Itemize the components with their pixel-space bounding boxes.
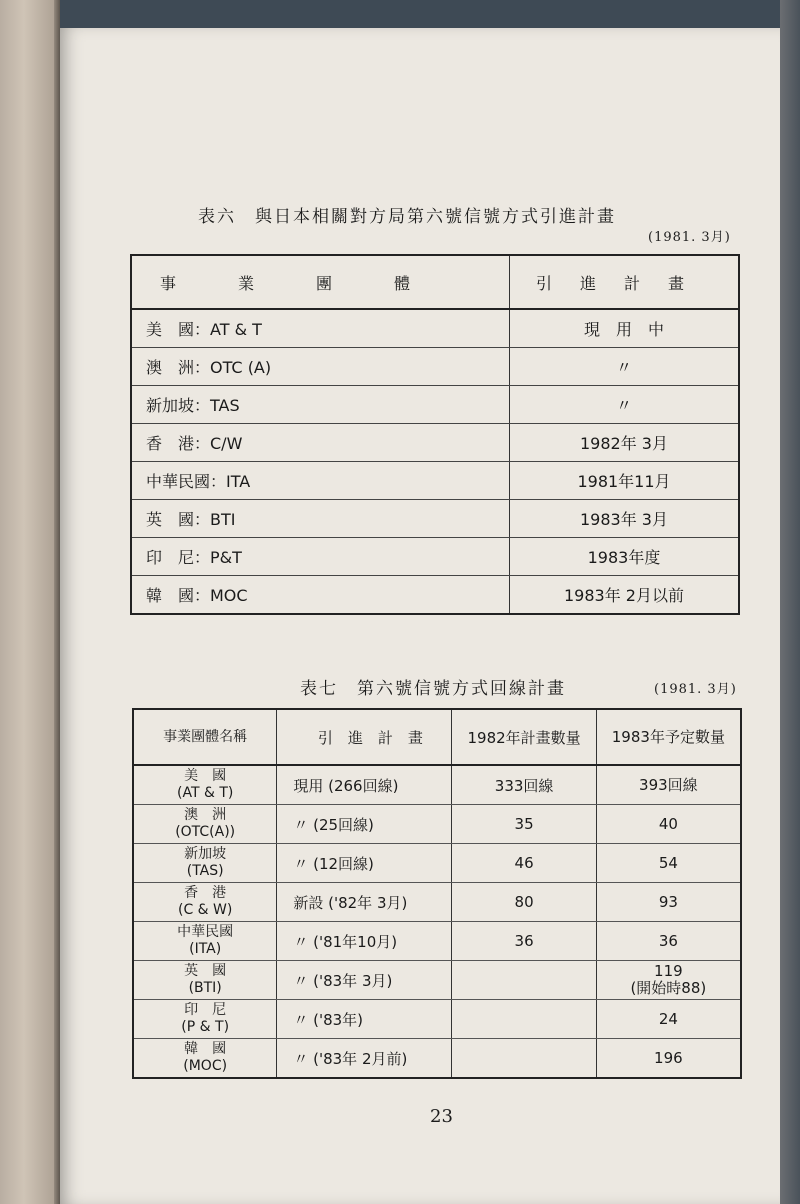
- book-page: [60, 28, 780, 1204]
- entity-cell: 韓 國：MOC: [131, 576, 510, 615]
- entity-cell: 英 國：BTI: [131, 500, 510, 538]
- q1982-cell: [452, 1000, 596, 1039]
- entity-cell: 香 港：C/W: [131, 424, 510, 462]
- q1982-cell: 46: [452, 844, 596, 883]
- name-line: 澳 洲: [184, 807, 227, 823]
- q1983-note: (開始時88): [630, 979, 707, 997]
- plan-cell: 1983年 2月以前: [564, 586, 684, 605]
- table-row: [131, 462, 739, 500]
- table6-title: 表六 與日本相關對方局第六號信號方式引進計畫: [198, 207, 616, 227]
- q1983-value: 36: [658, 931, 678, 950]
- name-line: 印 尼: [184, 1002, 227, 1018]
- table6-header-plan: 引進計畫: [510, 255, 740, 309]
- q1982-cell: 35: [452, 805, 596, 844]
- table-row: [133, 765, 741, 805]
- table7-header-row: [133, 709, 741, 765]
- q1983-cell: [596, 961, 741, 1000]
- name-line: 美 國: [184, 768, 227, 784]
- name-code: (C & W): [177, 902, 233, 918]
- table-row: [133, 1039, 741, 1079]
- q1982-cell: [452, 1039, 596, 1079]
- name-line: 英 國: [184, 963, 227, 979]
- name-code: (OTC(A)): [175, 824, 236, 840]
- name-code: (BTI): [188, 980, 222, 996]
- plan-cell: 〃: [510, 348, 740, 386]
- entity-cell: 中華民國：ITA: [131, 462, 510, 500]
- name-code: (ITA): [189, 941, 222, 957]
- name-code: (AT & T): [177, 785, 234, 801]
- table6-date: (1981. 3月): [648, 230, 731, 245]
- q1983-cell: [596, 1000, 741, 1039]
- plan-cell: 〃 (12回線): [277, 844, 452, 883]
- table6-header-row: [131, 255, 739, 309]
- table7: [132, 708, 742, 1079]
- plan-cell: 新設 ('82年 3月): [277, 883, 452, 922]
- name-cell: [133, 922, 277, 961]
- q1982-cell: 333回線: [452, 765, 596, 805]
- table7-header-name: 事業團體名稱: [133, 709, 277, 765]
- page-number: 23: [430, 1106, 453, 1127]
- name-cell: [133, 805, 277, 844]
- q1983-cell: [596, 883, 741, 922]
- q1983-cell: [596, 844, 741, 883]
- table-row: [131, 386, 739, 424]
- table-row: [133, 922, 741, 961]
- entity-cell: 印 尼：P&T: [131, 538, 510, 576]
- table-row: [133, 1000, 741, 1039]
- table-row: [131, 576, 739, 615]
- q1983-value: 93: [658, 892, 678, 911]
- entity-cell: 澳 洲：OTC (A): [131, 348, 510, 386]
- table-row: [133, 883, 741, 922]
- plan-cell: 1983年 3月: [510, 500, 740, 538]
- table-row: [133, 805, 741, 844]
- plan-cell: 現用 (266回線): [277, 765, 452, 805]
- table7-header-1982: 1982年計畫數量: [452, 709, 596, 765]
- book-page-edges: [0, 0, 60, 1204]
- q1982-cell: 36: [452, 922, 596, 961]
- plan-cell: 〃 ('81年10月): [277, 922, 452, 961]
- table-row: [131, 424, 739, 462]
- table6-header-entity: 事業團體: [131, 255, 510, 309]
- name-cell: [133, 765, 277, 805]
- q1983-value: 40: [658, 814, 678, 833]
- plan-cell: 1981年11月: [510, 462, 740, 500]
- plan-cell: 〃 (25回線): [277, 805, 452, 844]
- q1983-value: 196: [654, 1048, 683, 1067]
- q1983-cell: [596, 765, 741, 805]
- name-cell: [133, 844, 277, 883]
- name-cell: [133, 1039, 277, 1079]
- table7-header-1983: 1983年予定數量: [596, 709, 741, 765]
- table7-header-plan: 引 進 計 畫: [277, 709, 452, 765]
- book-cover-edge: [780, 0, 800, 1204]
- q1983-value: 24: [658, 1009, 678, 1028]
- plan-cell: 〃 ('83年): [277, 1000, 452, 1039]
- entity-cell: 美 國：AT & T: [131, 309, 510, 348]
- plan-cell: 〃: [510, 386, 740, 424]
- q1983-cell: [596, 805, 741, 844]
- plan-cell: 〃 ('83年 2月前): [277, 1039, 452, 1079]
- plan-cell: 〃 ('83年 3月): [277, 961, 452, 1000]
- name-line: 中華民國: [177, 924, 234, 940]
- name-code: (TAS): [186, 863, 224, 879]
- q1983-value: 119: [654, 962, 683, 980]
- table7-date: (1981. 3月): [654, 682, 737, 697]
- name-line: 新加坡: [184, 846, 227, 862]
- plan-cell: 1982年 3月: [510, 424, 740, 462]
- plan-cell: 現 用 中: [510, 309, 740, 348]
- name-code: (MOC): [183, 1058, 228, 1074]
- table-row: [131, 348, 739, 386]
- table6: [130, 254, 740, 615]
- table-row: [131, 309, 739, 348]
- table7-title: 表七 第六號信號方式回線計畫: [300, 679, 566, 699]
- q1983-value: 54: [658, 853, 678, 872]
- q1983-cell: [596, 922, 741, 961]
- q1983-cell: [596, 1039, 741, 1079]
- table-row: [131, 500, 739, 538]
- name-cell: [133, 883, 277, 922]
- table-row: [133, 844, 741, 883]
- q1983-value: 393回線: [639, 775, 698, 794]
- name-cell: [133, 961, 277, 1000]
- name-code: (P & T): [181, 1019, 230, 1035]
- plan-cell: 1983年度: [510, 538, 740, 576]
- name-cell: [133, 1000, 277, 1039]
- name-line: 韓 國: [184, 1041, 227, 1057]
- table-row: [133, 961, 741, 1000]
- q1982-cell: 80: [452, 883, 596, 922]
- entity-cell: 新加坡：TAS: [131, 386, 510, 424]
- table-row: [131, 538, 739, 576]
- q1982-cell: [452, 961, 596, 1000]
- name-line: 香 港: [184, 885, 227, 901]
